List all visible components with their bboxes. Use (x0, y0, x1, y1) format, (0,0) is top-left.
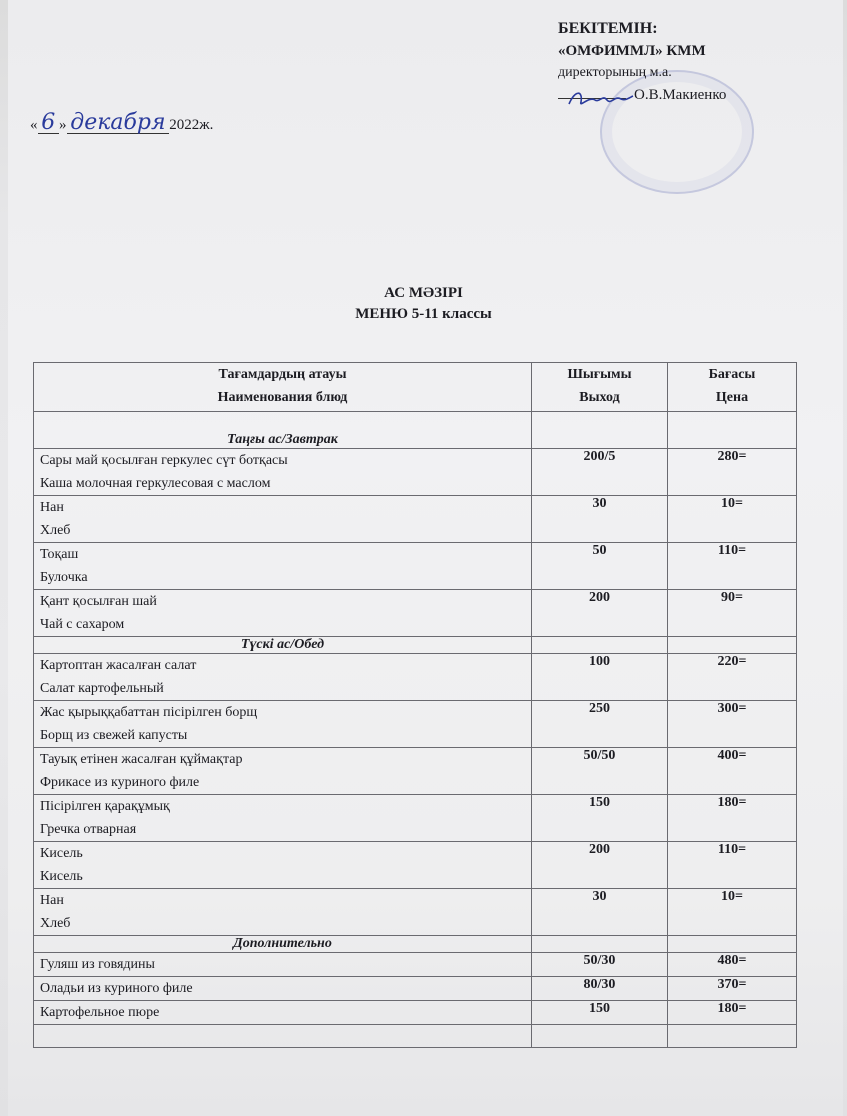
dish-yield: 150 (532, 1001, 668, 1025)
dish-price: 110= (668, 842, 797, 889)
header-yield: Шығымы Выход (532, 363, 668, 412)
dish-name-ru: Салат картофельный (40, 681, 164, 696)
approval-position: директорының м.а. (558, 65, 672, 80)
empty-cell (532, 637, 668, 654)
menu-item-row (34, 889, 797, 936)
section-title: Түскі ас/Обед (34, 637, 532, 654)
date-day: 6 (41, 110, 56, 135)
menu-item-row (34, 654, 797, 701)
menu-item-row (34, 449, 797, 496)
section-title: Дополнительно (34, 936, 532, 953)
dish-price: 110= (668, 543, 797, 590)
dish-yield: 30 (532, 496, 668, 543)
dish-yield: 50 (532, 543, 668, 590)
dish-price: 280= (668, 449, 797, 496)
section-row (34, 637, 797, 654)
blank-row (34, 1025, 797, 1048)
dish-name-ru: Каша молочная геркулесовая с маслом (40, 476, 271, 491)
dish-name-kz: Картоптан жасалған салат (40, 658, 197, 673)
dish-name (34, 701, 532, 748)
empty-cell (532, 936, 668, 953)
dish-name-kz: Тоқаш (40, 547, 79, 562)
approval-org: «ОМФИММЛ» КММ (558, 43, 706, 59)
menu-item-row (34, 543, 797, 590)
dish-name (34, 748, 532, 795)
dish-name (34, 977, 532, 1001)
empty-cell (668, 1025, 797, 1048)
dish-name (34, 1001, 532, 1025)
dish-name-ru: Кисель (40, 869, 83, 884)
dish-name-kz: Сары май қосылған геркулес сүт ботқасы (40, 453, 288, 468)
document-date: « 6 » декабря 2022ж. (30, 110, 214, 135)
dish-yield: 200 (532, 590, 668, 637)
menu-item-row (34, 795, 797, 842)
table-header-row (34, 363, 797, 412)
dish-name-kz: Қант қосылған шай (40, 594, 157, 609)
section-row (34, 936, 797, 953)
dish-name (34, 590, 532, 637)
dish-name (34, 449, 532, 496)
dish-name-kz: Нан (40, 893, 64, 908)
menu-item-row (34, 496, 797, 543)
dish-name (34, 953, 532, 977)
dish-price: 180= (668, 795, 797, 842)
dish-price: 300= (668, 701, 797, 748)
menu-item-row (34, 977, 797, 1001)
section-title: Таңғы ас/Завтрак (34, 412, 532, 449)
dish-yield: 200/5 (532, 449, 668, 496)
dish-yield: 200 (532, 842, 668, 889)
dish-price: 90= (668, 590, 797, 637)
dish-yield: 150 (532, 795, 668, 842)
dish-price: 220= (668, 654, 797, 701)
dish-name (34, 889, 532, 936)
dish-name-ru: Гуляш из говядины (40, 957, 155, 972)
dish-name-kz: Жас қырыққабаттан пісірілген борщ (40, 705, 258, 720)
dish-name-ru: Гречка отварная (40, 822, 137, 837)
dish-price: 180= (668, 1001, 797, 1025)
dish-name (34, 654, 532, 701)
menu-item-row (34, 1001, 797, 1025)
dish-yield: 50/30 (532, 953, 668, 977)
empty-cell (668, 412, 797, 449)
dish-name-ru: Булочка (40, 570, 88, 585)
empty-cell (668, 637, 797, 654)
dish-yield: 100 (532, 654, 668, 701)
dish-name-kz: Тауық етінен жасалған құймақтар (40, 752, 243, 767)
empty-cell (668, 936, 797, 953)
dish-name-ru: Борщ из свежей капусты (40, 728, 188, 743)
menu-title-ru: МЕНЮ 5-11 классы (355, 306, 492, 322)
handwritten-signature (565, 86, 635, 110)
dish-yield: 80/30 (532, 977, 668, 1001)
section-row (34, 412, 797, 449)
dish-name (34, 795, 532, 842)
menu-title-kz: АС МӘЗІРІ (384, 285, 463, 301)
menu-item-row (34, 953, 797, 977)
dish-yield: 50/50 (532, 748, 668, 795)
header-price: Бағасы Цена (668, 363, 797, 412)
empty-cell (532, 412, 668, 449)
date-year: 2022ж. (169, 117, 214, 133)
dish-name-kz: Нан (40, 500, 64, 515)
menu-item-row (34, 701, 797, 748)
menu-table (33, 362, 797, 1048)
dish-name-kz: Кисель (40, 846, 83, 861)
dish-yield: 250 (532, 701, 668, 748)
dish-name (34, 496, 532, 543)
dish-name-ru: Оладьи из куриного филе (40, 981, 193, 996)
dish-price: 480= (668, 953, 797, 977)
dish-name-ru: Хлеб (40, 916, 71, 931)
dish-price: 400= (668, 748, 797, 795)
dish-price: 10= (668, 496, 797, 543)
dish-name-ru: Чай с сахаром (40, 617, 125, 632)
dish-yield: 30 (532, 889, 668, 936)
dish-name-kz: Пісірілген қарақұмық (40, 799, 170, 814)
empty-cell (34, 1025, 532, 1048)
dish-name-ru: Хлеб (40, 523, 71, 538)
dish-name-ru: Картофельное пюре (40, 1005, 160, 1020)
header-name: Тағамдардың атауы Наименования блюд (34, 363, 532, 412)
menu-item-row (34, 842, 797, 889)
dish-name (34, 543, 532, 590)
dish-name-ru: Фрикасе из куриного филе (40, 775, 200, 790)
signatory-name: О.В.Макиенко (634, 87, 727, 103)
dish-price: 10= (668, 889, 797, 936)
menu-item-row (34, 590, 797, 637)
menu-item-row (34, 748, 797, 795)
dish-price: 370= (668, 977, 797, 1001)
date-month: декабря (70, 110, 166, 135)
empty-cell (532, 1025, 668, 1048)
approval-title: БЕКІТЕМІН: (558, 20, 658, 37)
dish-name (34, 842, 532, 889)
